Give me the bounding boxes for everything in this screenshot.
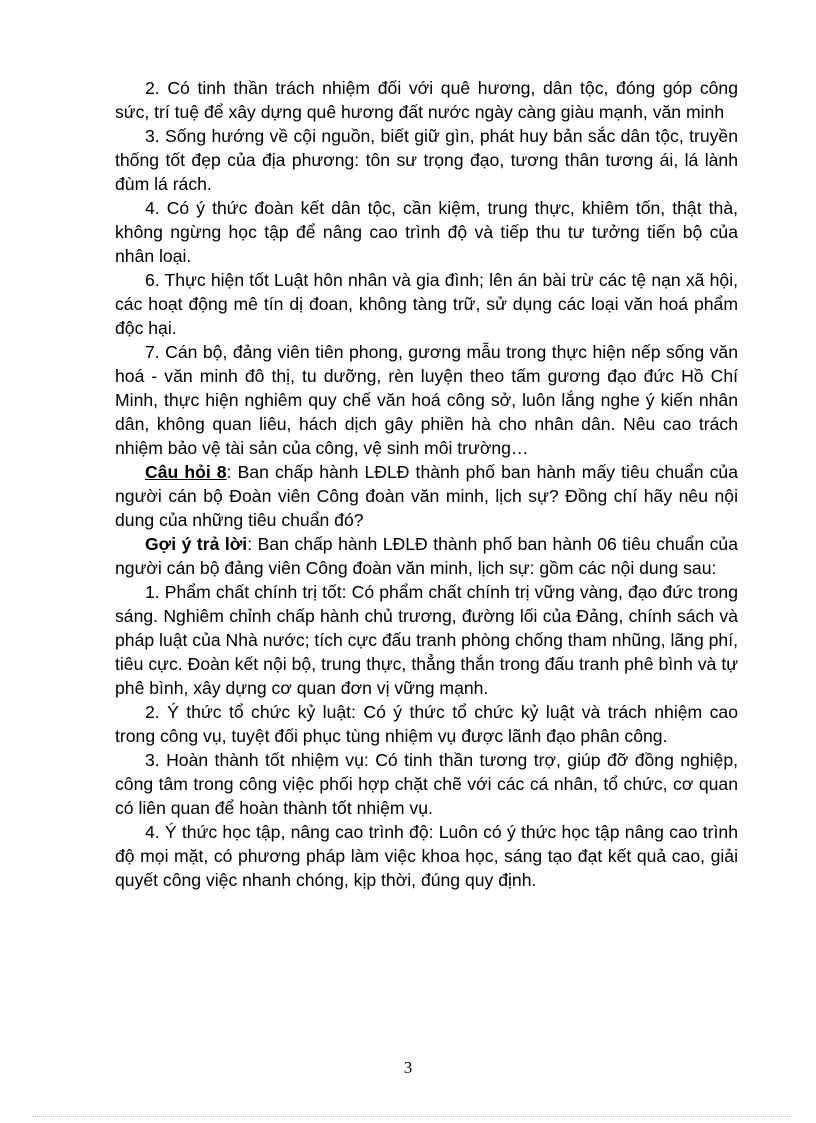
answer-paragraph <box>115 532 738 580</box>
paragraph-item-7: 7. Cán bộ, đảng viên tiên phong, gương mẫu trong thực hiện nếp sống văn hoá - văn minh đô thị, tu dưỡng, rèn luyện theo tấm gương đạo đức Hồ Chí Minh, thực hiện nghiêm quy chế văn hoá công sở, luôn lắng nghe ý kiến nhân dân, không quan liêu, hách dịch gây phiền hà cho nhân dân. Nêu cao trách nhiệm bảo vệ tài sản của công, vệ sinh môi trường… <box>115 342 738 458</box>
page-bottom-divider <box>32 1116 792 1117</box>
question-label: Câu hỏi 8 <box>145 462 227 482</box>
paragraph-item-6: 6. Thực hiện tốt Luật hôn nhân và gia đình; lên án bài trừ các tệ nạn xã hội, các hoạt động mê tín dị đoan, không tàng trữ, sử dụng các loại văn hoá phẩm độc hại. <box>115 270 738 338</box>
body-text <box>115 76 738 892</box>
page-number: 3 <box>403 1058 413 1077</box>
paragraph-item-3: 3. Sống hướng về cội nguồn, biết giữ gìn, phát huy bản sắc dân tộc, truyền thống tốt đẹp của địa phương: tôn sư trọng đạo, tương thân tương ái, lá lành đùm lá rách. <box>115 126 738 194</box>
criterion-2: 2. Ý thức tổ chức kỷ luật: Có ý thức tổ chức kỷ luật và trách nhiệm cao trong công vụ, tuyệt đối phục tùng nhiệm vụ được lãnh đạo phân công. <box>115 702 738 746</box>
answer-text: : Ban chấp hành LĐLĐ thành phố ban hành 06 tiêu chuẩn của người cán bộ đảng viên Công đoàn văn minh, lịch sự: gồm các nội dung sau: <box>115 534 738 578</box>
answer-label: Gợi ý trả lời <box>145 534 248 554</box>
criterion-4: 4. Ý thức học tập, nâng cao trình độ: Luôn có ý thức học tập nâng cao trình độ mọi mặt, có phương pháp làm việc khoa học, sáng tạo đạt kết quả cao, giải quyết công việc nhanh chóng, kịp thời, đúng quy định. <box>115 822 738 890</box>
paragraph-item-2: 2. Có tinh thần trách nhiệm đối với quê hương, dân tộc, đóng góp công sức, trí tuệ để xây dựng quê hương đất nước ngày càng giàu mạnh, văn minh <box>115 78 738 122</box>
question-paragraph <box>115 460 738 532</box>
criterion-3: 3. Hoàn thành tốt nhiệm vụ: Có tinh thần tương trợ, giúp đỡ đồng nghiệp, công tâm trong công việc phối hợp chặt chẽ với các cá nhân, tổ chức, cơ quan có liên quan để hoàn thành tốt nhiệm vụ. <box>115 750 738 818</box>
question-text: : Ban chấp hành LĐLĐ thành phố ban hành mấy tiêu chuẩn của người cán bộ Đoàn viên Công đoàn văn minh, lịch sự? Đồng chí hãy nêu nội dung của những tiêu chuẩn đó? <box>115 462 739 530</box>
paragraph-item-4: 4. Có ý thức đoàn kết dân tộc, cần kiệm, trung thực, khiêm tốn, thật thà, không ngừng học tập để nâng cao trình độ và tiếp thu tư tưởng tiến bộ của nhân loại. <box>115 198 738 266</box>
criterion-1: 1. Phẩm chất chính trị tốt: Có phẩm chất chính trị vững vàng, đạo đức trong sáng. Nghiêm chỉnh chấp hành chủ trương, đường lối của Đảng, chính sách và pháp luật của Nhà nước; tích cực đấu tranh phòng chống tham nhũng, lãng phí, tiêu cực. Đoàn kết nội bộ, trung thực, thẳng thắn trong đấu tranh phê bình và tự phê bình, xây dựng cơ quan đơn vị vững mạnh. <box>115 582 738 698</box>
